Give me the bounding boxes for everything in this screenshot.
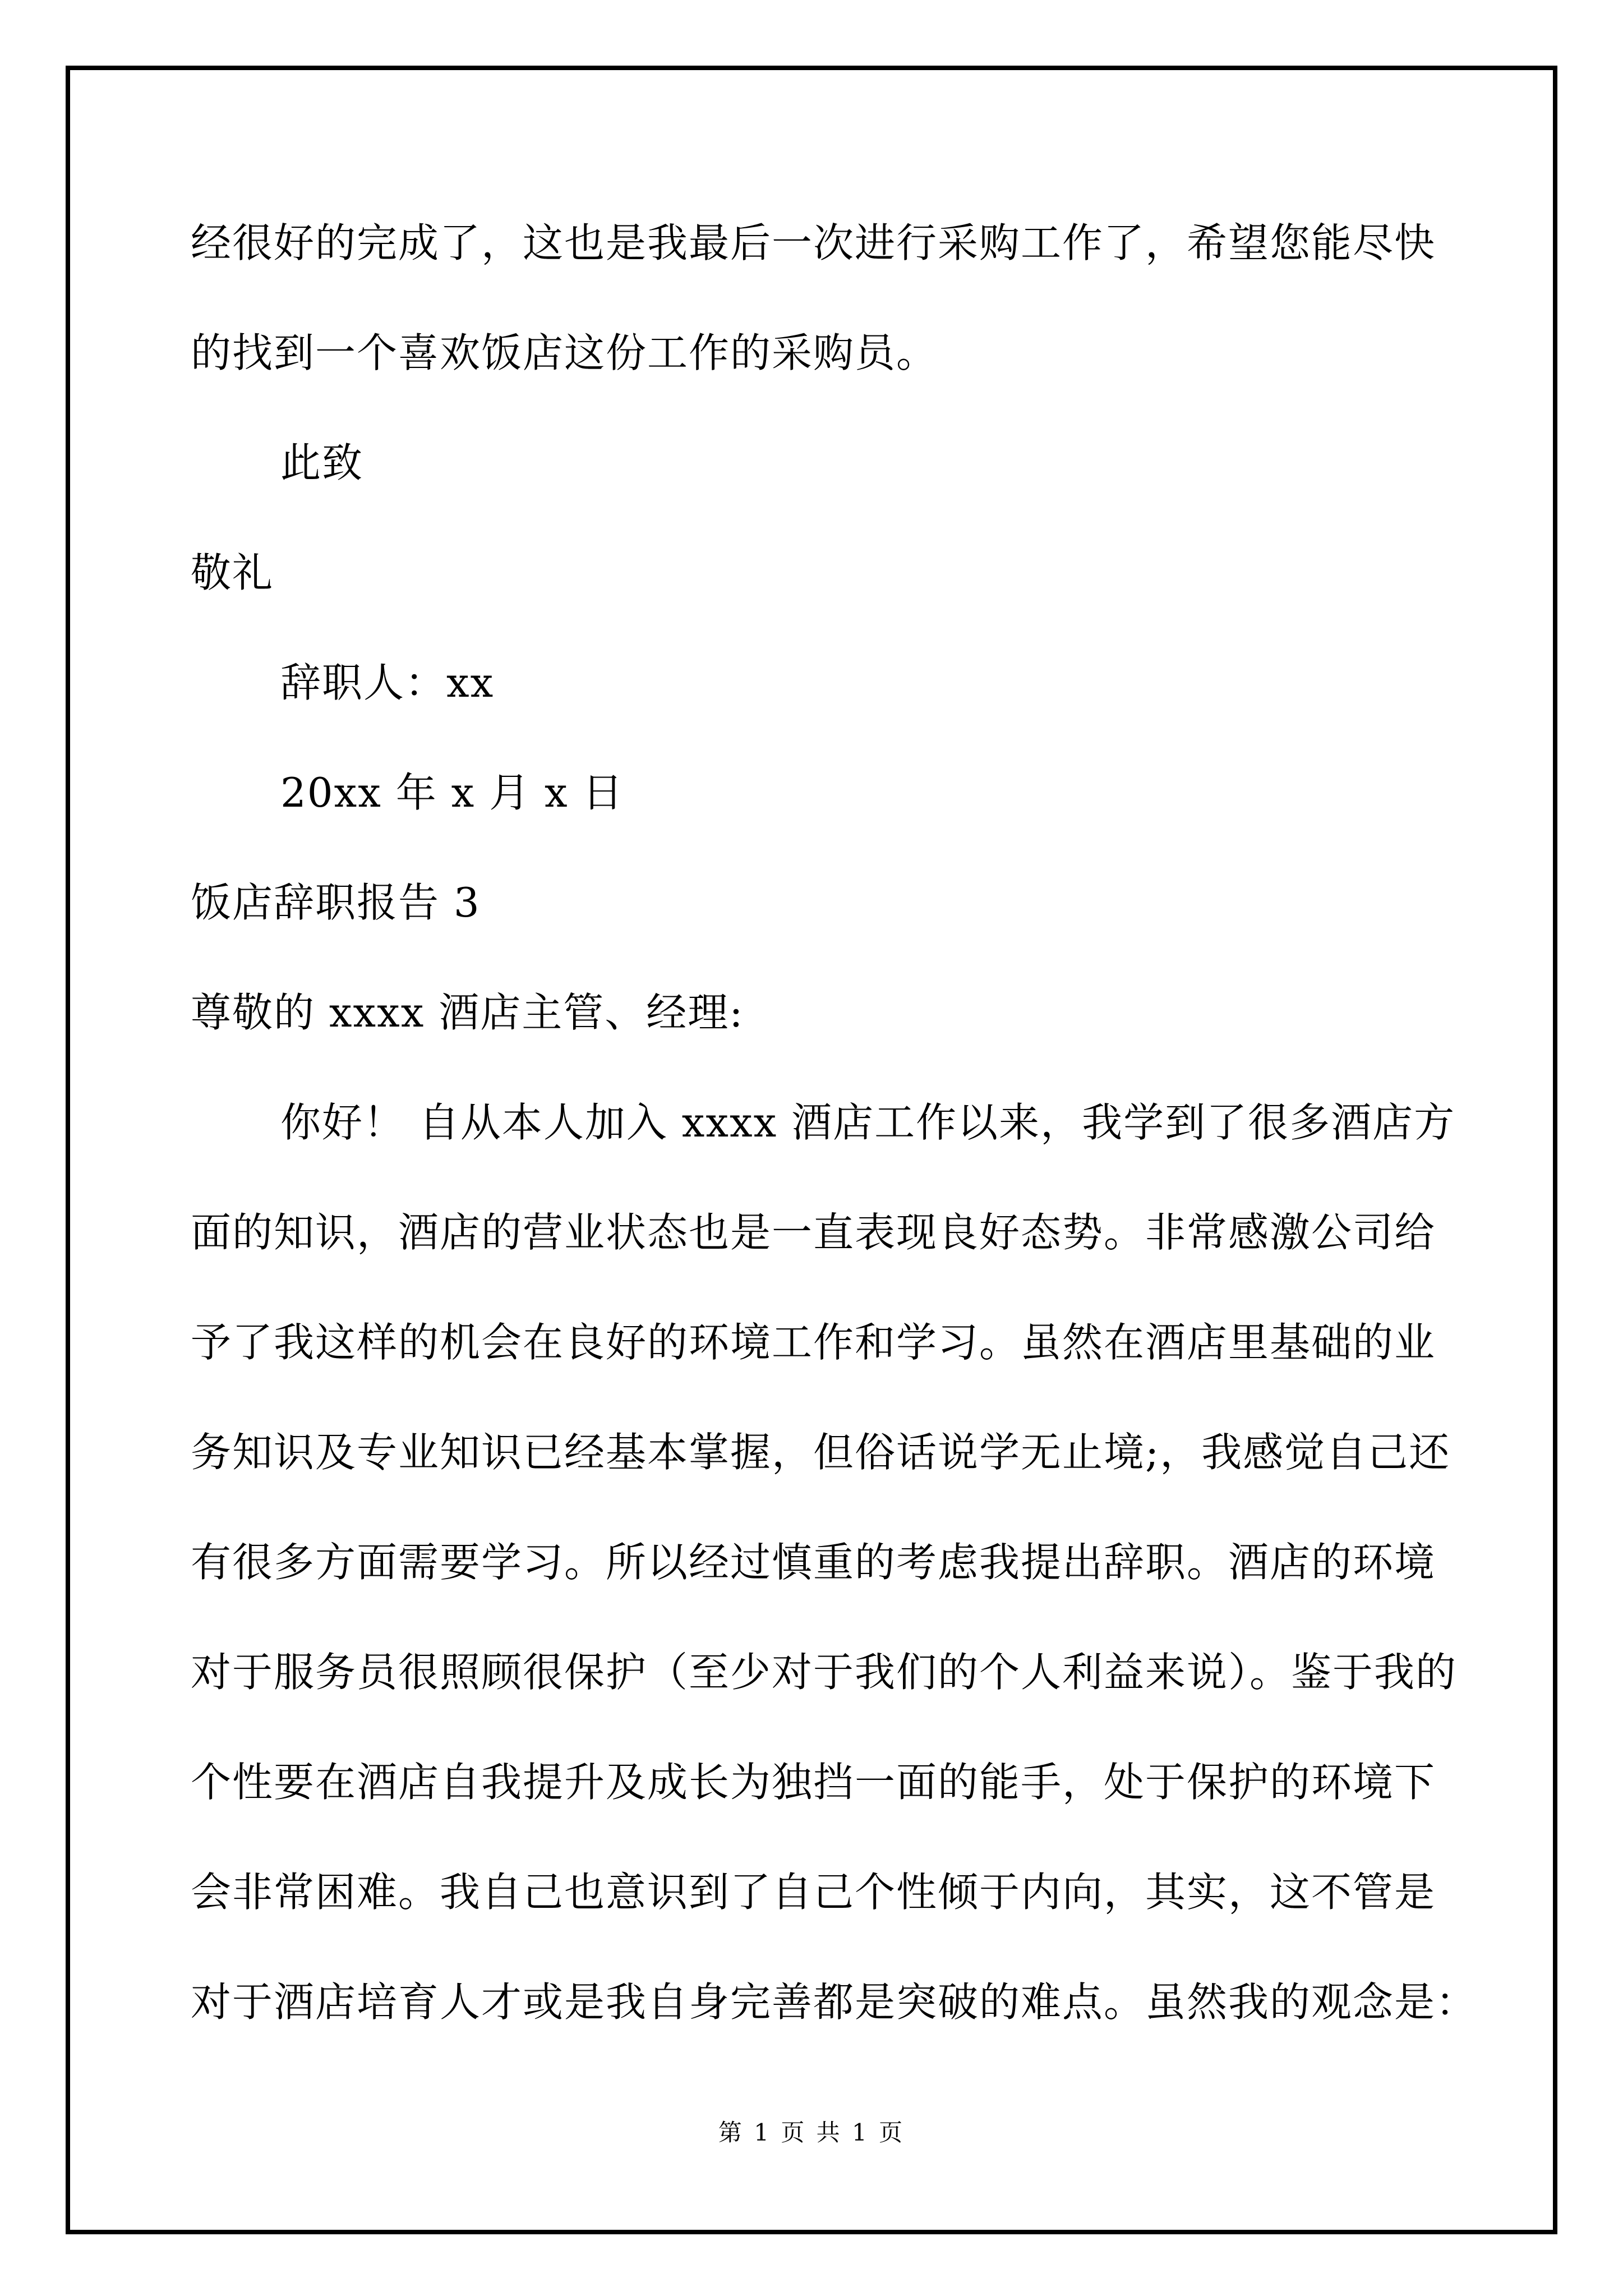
text-line: 辞职人：xx [280,659,495,706]
text-line: 对于服务员很照顾很保护（至少对于我们的个人利益来说）。鉴于我的 [191,1649,1458,1696]
text-line: 20xx 年 x 月 x 日 [280,769,624,816]
page-number-text: 第 1 页 共 1 页 [718,2119,905,2146]
text-line: 经很好的完成了，这也是我最后一次进行采购工作了，希望您能尽快 [191,219,1436,266]
text-line: 此致 [280,439,364,486]
text-line: 饭店辞职报告 3 [191,879,481,926]
text-line: 会非常困难。我自己也意识到了自己个性倾于内向，其实，这不管是 [191,1869,1436,1916]
text-line: 尊敬的 xxxx 酒店主管、经理: [191,989,744,1036]
text-line: 敬礼 [191,549,274,596]
text-line: 个性要在酒店自我提升及成长为独挡一面的能手，处于保护的环境下 [191,1759,1436,1806]
document-body [191,188,1478,2057]
text-line: 予了我这样的机会在良好的环境工作和学习。虽然在酒店里基础的业 [191,1319,1436,1366]
text-line: 有很多方面需要学习。所以经过慎重的考虑我提出辞职。酒店的环境 [191,1539,1436,1586]
text-line: 的找到一个喜欢饭店这份工作的采购员。 [191,329,938,376]
text-line: 你好！ 自从本人加入 xxxx 酒店工作以来，我学到了很多酒店方 [280,1099,1456,1146]
text-line: 面的知识，酒店的营业状态也是一直表现良好态势。非常感激公司给 [191,1209,1436,1256]
text-line: 务知识及专业知识已经基本掌握，但俗话说学无止境;，我感觉自己还 [191,1429,1451,1476]
text-line: 对于酒店培育人才或是我自身完善都是突破的难点。虽然我的观念是： [191,1978,1478,2026]
page-footer [0,2116,1623,2150]
